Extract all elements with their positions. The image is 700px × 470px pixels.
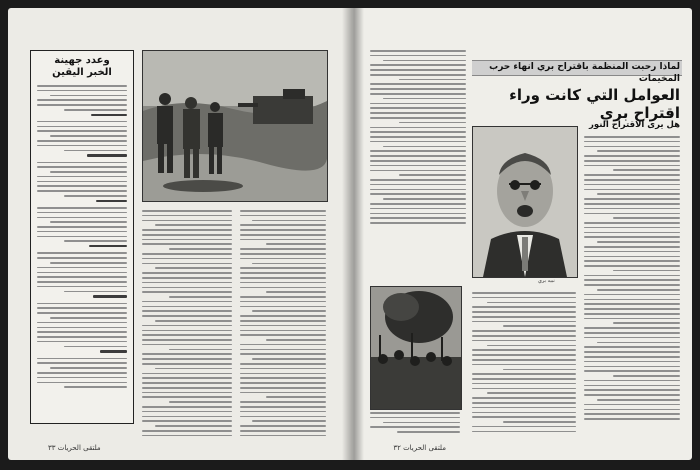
- left-col-1: [240, 210, 326, 440]
- sidebar-title-line1: وعدد جهينة: [54, 55, 110, 66]
- magazine-spread: [8, 8, 692, 460]
- sidebar-title: [31, 55, 133, 79]
- sidebar-box: [30, 50, 134, 424]
- portrait-caption: نبيه بري: [538, 278, 555, 284]
- headline-small: لماذا رحبت المنظمة باقتراح بري انهاء حرب المخيمات: [489, 62, 680, 84]
- left-page: [8, 8, 352, 460]
- crowd-image: [371, 287, 461, 409]
- left-folio: ملتقى الحريات ٣٣: [48, 444, 101, 452]
- right-top-text: [370, 50, 466, 227]
- crowd-photo: [370, 286, 462, 410]
- subhead: هل يرى الاقتراح النور: [588, 120, 680, 130]
- portrait-image: [473, 127, 577, 277]
- soldiers-image: [143, 51, 327, 201]
- sidebar-text: [37, 85, 127, 391]
- right-col-1: [584, 136, 680, 423]
- right-page: [352, 8, 692, 460]
- right-col-2: [472, 292, 576, 435]
- portrait-photo: [472, 126, 578, 278]
- soldiers-photo: [142, 50, 328, 202]
- left-col-2: [142, 210, 232, 440]
- right-folio: ملتقى الحريات ٣٢: [393, 444, 446, 452]
- headline-main: العوامل التي كانت وراء اقتراح بري: [509, 86, 680, 122]
- right-bottom-text: [370, 412, 460, 436]
- sidebar-title-line2: الخبر اليقين: [52, 67, 112, 78]
- page-gutter: [342, 8, 364, 460]
